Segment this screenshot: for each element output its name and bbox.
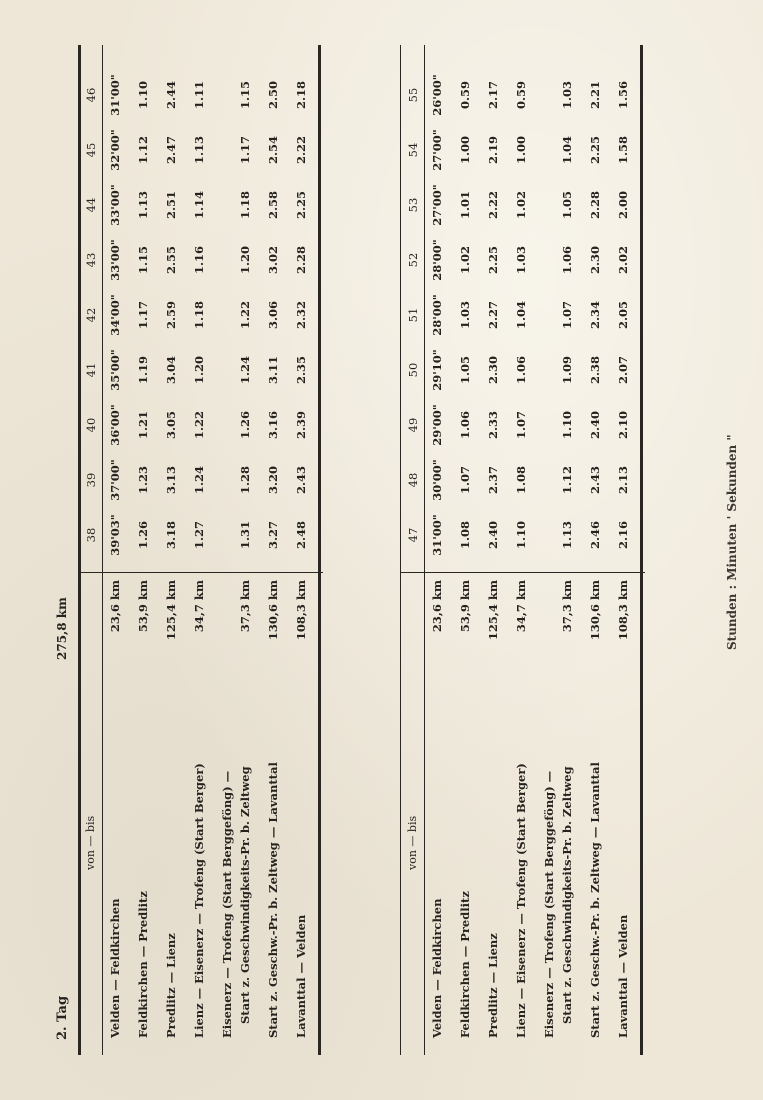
time-value: 1.18 [192,301,206,330]
time-value: 2.43 [294,466,308,495]
route-label: Velden — Feldkirchen [108,898,122,1038]
table-bottom-rule [318,45,321,1055]
time-value: 1.00 [458,136,472,165]
time-value: 3.06 [266,301,280,330]
route-label: Lavanttal — Velden [294,914,308,1038]
column-header-speed: 44 [84,197,98,213]
time-value: 33'00" [108,184,122,226]
time-value: 1.22 [192,411,206,440]
time-value: 0.59 [458,81,472,110]
route-distance: 23,6 km [430,580,444,633]
time-value: 1.19 [136,356,150,385]
time-value: 1.12 [136,136,150,165]
time-value: 2.25 [486,246,500,275]
time-value: 2.05 [616,301,630,330]
time-value: 1.08 [514,466,528,495]
time-value: 2.46 [588,521,602,550]
time-value: 1.11 [192,81,206,110]
time-value: 2.30 [486,356,500,385]
time-value: 2.38 [588,356,602,385]
table-top-rule [78,45,81,1055]
time-value: 2.16 [616,521,630,550]
time-value: 2.48 [294,521,308,550]
time-value: 1.23 [136,466,150,495]
time-value: 35'00" [108,349,122,391]
time-value: 3.20 [266,466,280,495]
time-value: 2.30 [588,246,602,275]
time-value: 2.21 [588,81,602,110]
time-value: 1.10 [514,521,528,550]
route-distance: 34,7 km [514,580,528,633]
time-value: 1.13 [192,136,206,165]
time-value: 31'00" [430,514,444,556]
route-label: Predlitz — Lienz [164,933,178,1038]
time-value: 1.05 [458,356,472,385]
time-value: 2.28 [294,246,308,275]
time-value: 26'00" [430,74,444,116]
time-value: 2.22 [486,191,500,220]
time-value: 1.14 [192,191,206,220]
time-value: 2.28 [588,191,602,220]
time-value: 1.04 [514,301,528,330]
time-value: 2.33 [486,411,500,440]
route-label: Velden — Feldkirchen [430,898,444,1038]
time-value: 2.17 [486,81,500,110]
total-distance: 275,8 km [55,597,69,660]
column-header-speed: 55 [406,87,420,103]
time-value: 36'00" [108,404,122,446]
time-value: 27'00" [430,129,444,171]
route-distance: 125,4 km [486,580,500,641]
time-value: 1.24 [192,466,206,495]
time-value: 1.12 [560,466,574,495]
time-value: 1.20 [238,246,252,275]
route-distance: 53,9 km [458,580,472,633]
column-header-speed: 54 [406,142,420,158]
column-header-speed: 40 [84,417,98,433]
column-header-speed: 47 [406,527,420,543]
time-value: 2.27 [486,301,500,330]
time-value: 1.13 [136,191,150,220]
time-value: 2.47 [164,136,178,165]
time-value: 2.40 [486,521,500,550]
time-value: 2.07 [616,356,630,385]
time-value: 2.58 [266,191,280,220]
time-value: 1.16 [192,246,206,275]
time-value: 3.04 [164,356,178,385]
column-header-speed: 49 [406,417,420,433]
time-value: 1.15 [238,81,252,110]
time-value: 2.00 [616,191,630,220]
time-value: 1.07 [514,411,528,440]
time-value: 2.43 [588,466,602,495]
time-value: 27'00" [430,184,444,226]
column-header-speed: 41 [84,362,98,378]
route-label: Predlitz — Lienz [486,933,500,1038]
time-value: 1.09 [560,356,574,385]
time-value: 33'00" [108,239,122,281]
time-value: 1.06 [560,246,574,275]
time-value: 2.37 [486,466,500,495]
time-value: 2.34 [588,301,602,330]
route-label: Start z. Geschw.-Pr. b. Zeltweg — Lavanttal [266,762,280,1038]
time-value: 1.31 [238,521,252,550]
time-value: 1.24 [238,356,252,385]
time-value: 1.56 [616,81,630,110]
time-value: 1.21 [136,411,150,440]
column-header-speed: 39 [84,472,98,488]
time-value: 1.00 [514,136,528,165]
time-value: 37'00" [108,459,122,501]
time-value: 1.13 [560,521,574,550]
column-header-speed: 52 [406,252,420,268]
time-value: 3.02 [266,246,280,275]
time-value: 2.51 [164,191,178,220]
time-value: 1.20 [192,356,206,385]
route-label: Start z. Geschwindigkeits-Pr. b. Zeltweg [238,766,252,1024]
time-value: 2.35 [294,356,308,385]
time-value: 2.32 [294,301,308,330]
route-label: Lavanttal — Velden [616,914,630,1038]
time-value: 29'00" [430,404,444,446]
time-value: 1.26 [238,411,252,440]
time-value: 1.03 [560,81,574,110]
route-distance: 53,9 km [136,580,150,633]
route-distance: 37,3 km [238,580,252,633]
time-value: 1.17 [136,301,150,330]
time-value: 2.50 [266,81,280,110]
time-value: 1.58 [616,136,630,165]
table-bottom-rule [640,45,643,1055]
column-header-route: von — bis [406,815,419,870]
time-value: 3.05 [164,411,178,440]
route-label: Eisenerz — Trofeng (Start Berggeföng) — [220,770,234,1038]
route-label: Start z. Geschwindigkeits-Pr. b. Zeltweg [560,766,574,1024]
time-value: 2.22 [294,136,308,165]
time-value: 2.10 [616,411,630,440]
table-header-rule [424,45,425,1055]
time-value: 3.16 [266,411,280,440]
time-value: 0.59 [514,81,528,110]
table-top-rule [400,45,401,1055]
time-value: 1.07 [560,301,574,330]
time-value: 1.07 [458,466,472,495]
route-label: Lienz — Eisenerz — Trofeng (Start Berger) [514,763,528,1038]
time-value: 2.55 [164,246,178,275]
route-label: Start z. Geschw.-Pr. b. Zeltweg — Lavanttal [588,762,602,1038]
route-distance: 37,3 km [560,580,574,633]
time-value: 3.18 [164,521,178,550]
time-value: 2.19 [486,136,500,165]
time-value: 1.10 [560,411,574,440]
column-header-speed: 45 [84,142,98,158]
time-value: 2.59 [164,301,178,330]
time-value: 1.05 [560,191,574,220]
time-value: 1.28 [238,466,252,495]
column-header-speed: 50 [406,362,420,378]
time-value: 2.18 [294,81,308,110]
column-header-speed: 48 [406,472,420,488]
time-value: 2.02 [616,246,630,275]
route-distance: 130,6 km [266,580,280,641]
time-value: 31'00" [108,74,122,116]
time-value: 1.03 [514,246,528,275]
route-distance: 34,7 km [192,580,206,633]
time-value: 1.04 [560,136,574,165]
column-header-speed: 51 [406,307,420,323]
time-value: 1.27 [192,521,206,550]
time-value: 1.18 [238,191,252,220]
time-value: 2.44 [164,81,178,110]
column-header-route: von — bis [84,815,97,870]
time-value: 34'00" [108,294,122,336]
route-distance: 130,6 km [588,580,602,641]
time-value: 39'03" [108,514,122,556]
time-value: 2.25 [294,191,308,220]
route-label: Feldkirchen — Predlitz [136,891,150,1038]
column-header-speed: 42 [84,307,98,323]
time-value: 1.02 [458,246,472,275]
column-header-speed: 43 [84,252,98,268]
column-separator [78,572,323,573]
time-value: 1.15 [136,246,150,275]
route-label: Feldkirchen — Predlitz [458,891,472,1038]
time-value: 29'10" [430,349,444,391]
time-value: 2.13 [616,466,630,495]
route-distance: 23,6 km [108,580,122,633]
route-distance: 108,3 km [616,580,630,641]
time-value: 1.06 [458,411,472,440]
time-value: 1.22 [238,301,252,330]
route-distance: 125,4 km [164,580,178,641]
column-header-speed: 38 [84,527,98,543]
time-value: 3.27 [266,521,280,550]
route-label: Lienz — Eisenerz — Trofeng (Start Berger) [192,763,206,1038]
time-value: 1.26 [136,521,150,550]
time-value: 3.13 [164,466,178,495]
time-value: 32'00" [108,129,122,171]
column-separator [400,572,645,573]
time-value: 3.11 [266,356,280,385]
time-value: 2.39 [294,411,308,440]
time-format-footer: Stunden : Minuten ' Sekunden " [725,434,739,650]
column-header-speed: 53 [406,197,420,213]
time-value: 2.25 [588,136,602,165]
time-value: 30'00" [430,459,444,501]
time-value: 1.02 [514,191,528,220]
time-value: 1.01 [458,191,472,220]
time-value: 28'00" [430,294,444,336]
time-value: 1.06 [514,356,528,385]
time-value: 28'00" [430,239,444,281]
route-label: Eisenerz — Trofeng (Start Berggeföng) — [542,770,556,1038]
time-value: 1.08 [458,521,472,550]
time-value: 1.10 [136,81,150,110]
route-distance: 108,3 km [294,580,308,641]
day-label: 2. Tag [55,995,70,1040]
time-value: 1.17 [238,136,252,165]
time-value: 1.03 [458,301,472,330]
table-header-rule [102,45,103,1055]
column-header-speed: 46 [84,87,98,103]
time-value: 2.54 [266,136,280,165]
time-value: 2.40 [588,411,602,440]
